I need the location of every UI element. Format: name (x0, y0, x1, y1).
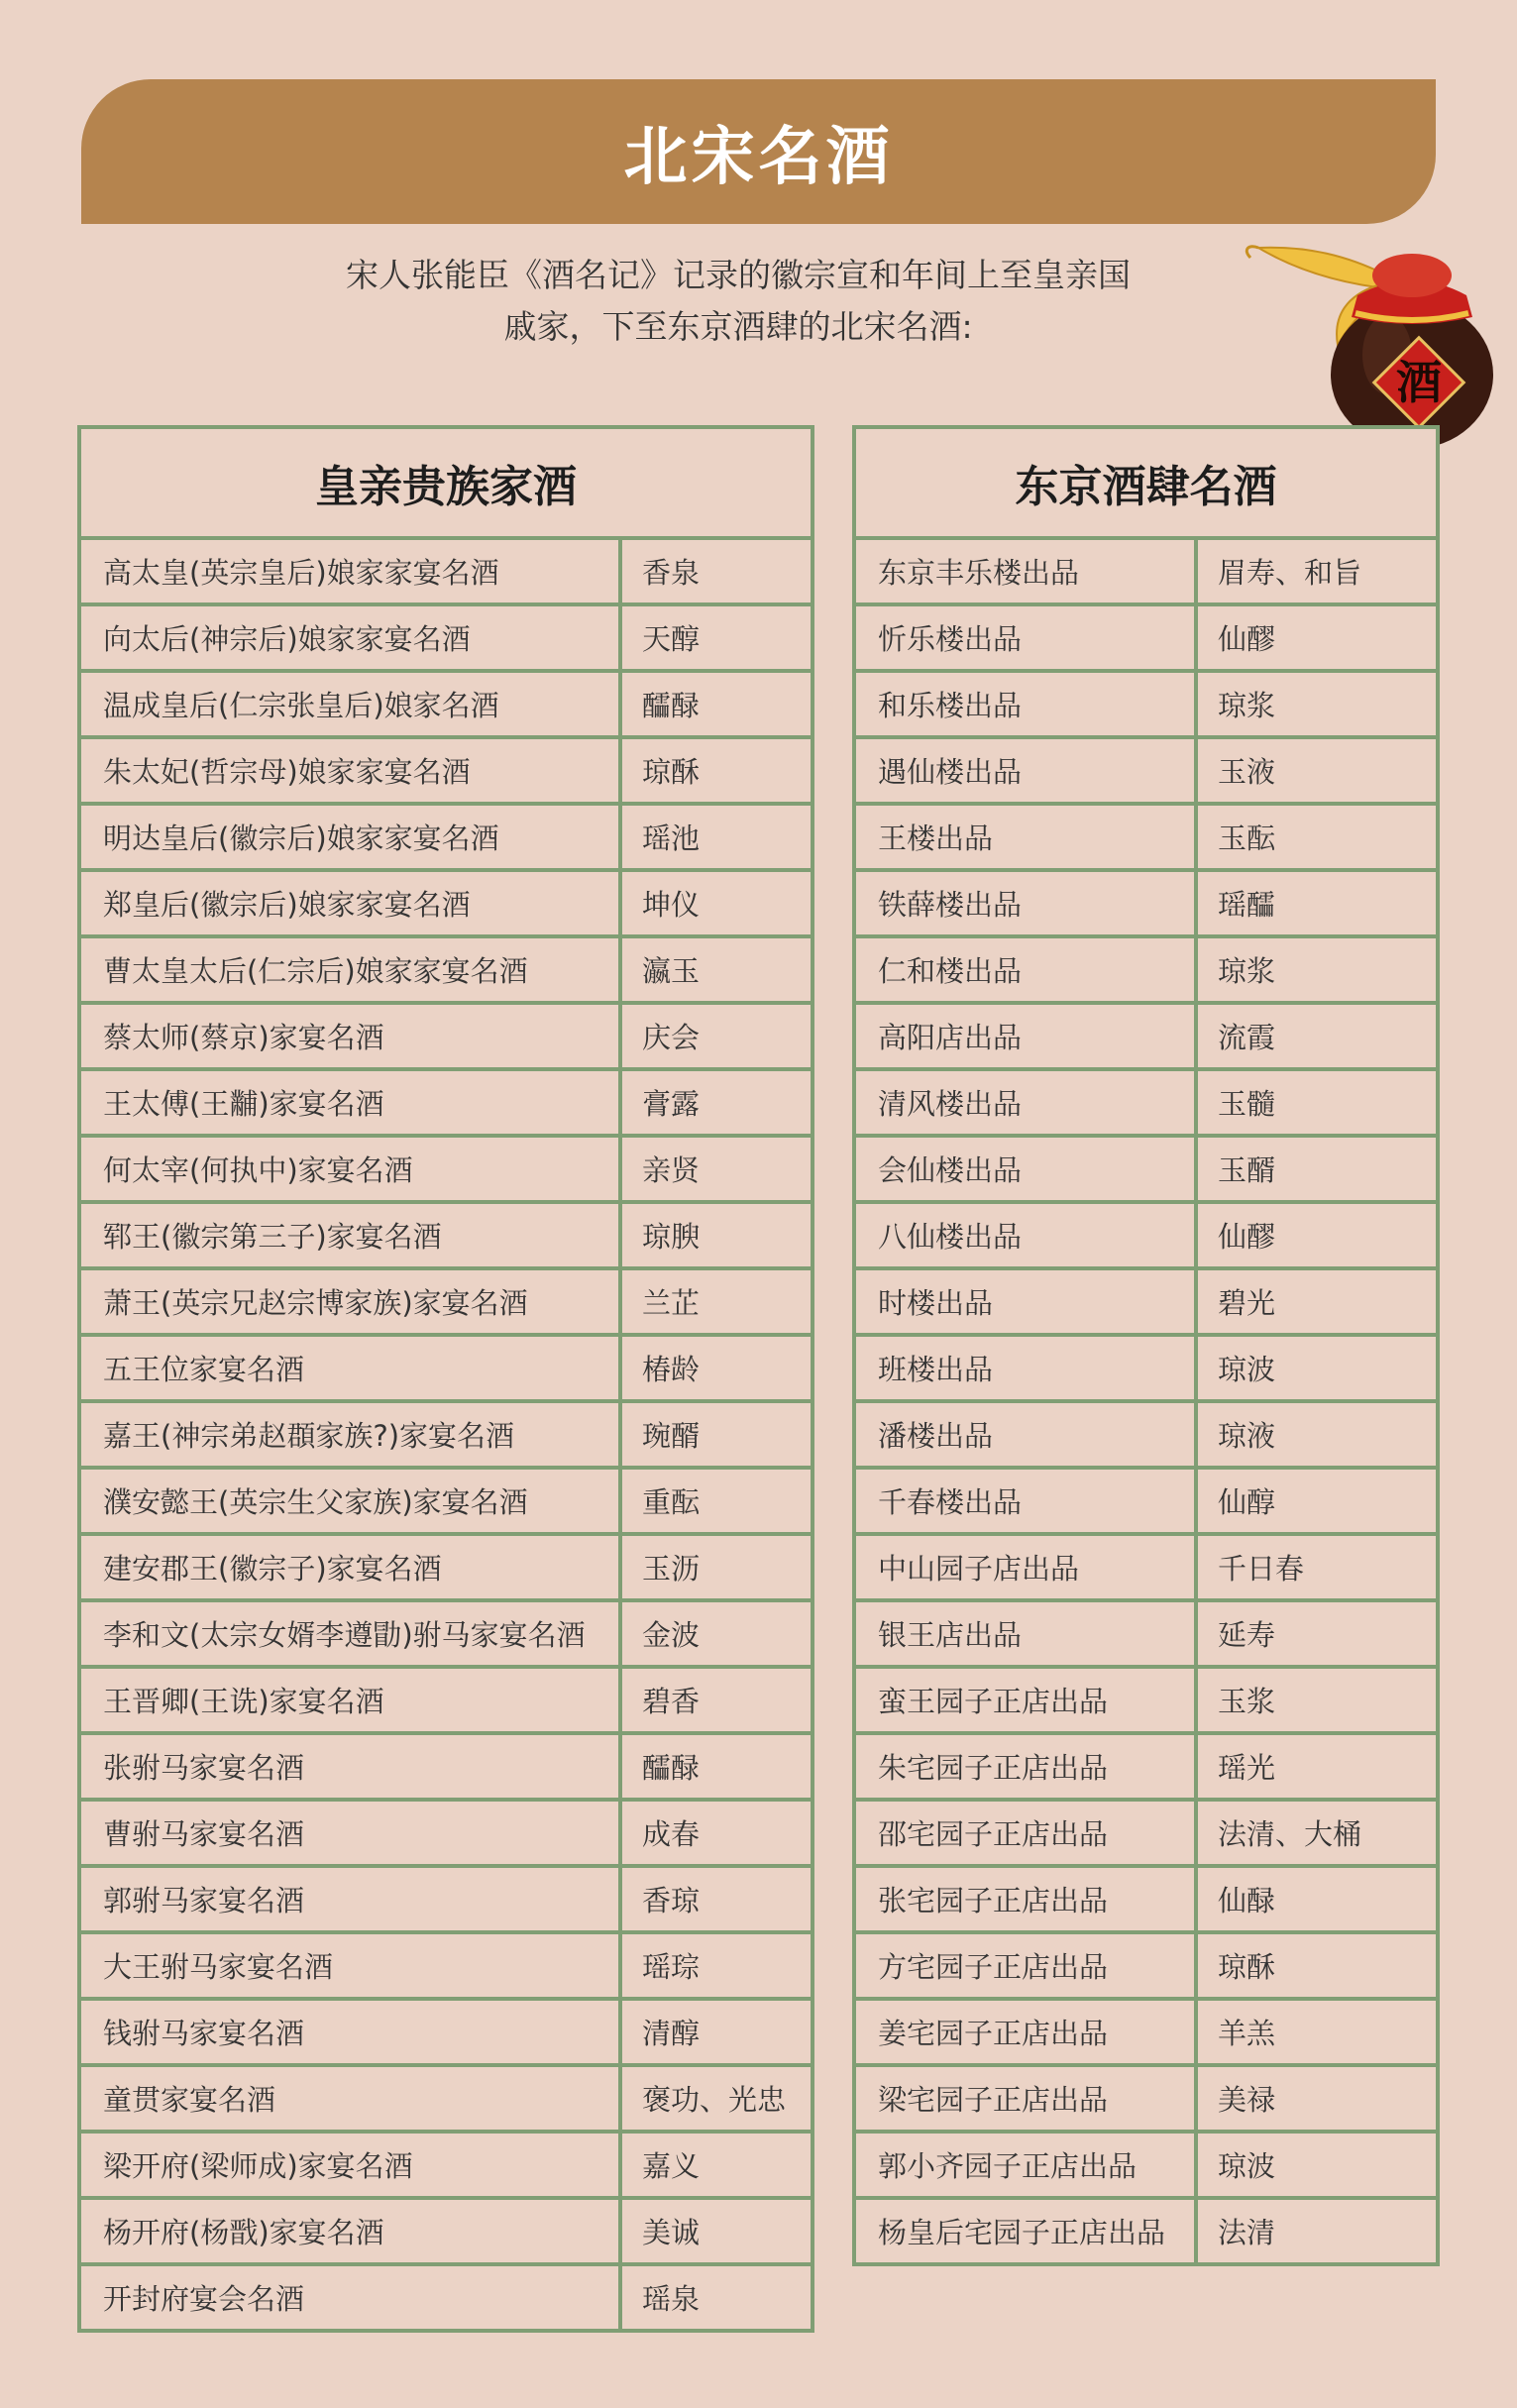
table-row (81, 1200, 811, 1266)
table-row (856, 802, 1436, 868)
table-row (81, 602, 811, 669)
wine-source-cell: 建安郡王(徽宗子)家宴名酒 (81, 1536, 622, 1598)
table-row (81, 1532, 811, 1598)
wine-source-cell: 温成皇后(仁宗张皇后)娘家名酒 (81, 673, 622, 735)
table-row (856, 1798, 1436, 1864)
wine-source-cell: 王太傅(王黼)家宴名酒 (81, 1071, 622, 1134)
wine-source-cell: 郭小齐园子正店出品 (856, 2134, 1198, 2196)
wine-source-cell: 萧王(英宗兄赵宗博家族)家宴名酒 (81, 1270, 622, 1333)
table-row (856, 2063, 1436, 2130)
wine-source-cell: 大王驸马家宴名酒 (81, 1934, 622, 1997)
wine-name-cell: 香泉 (642, 556, 701, 590)
wine-name-cell: 琼浆 (1218, 954, 1276, 988)
wine-name-cell: 瑶泉 (642, 2282, 701, 2316)
table-row (81, 1665, 811, 1731)
wine-source-cell: 蔡太师(蔡京)家宴名酒 (81, 1005, 622, 1067)
table-row (81, 1134, 811, 1200)
tavern-table-body (856, 540, 1436, 2262)
table-row (856, 1532, 1436, 1598)
wine-name-cell: 法清 (1218, 2216, 1276, 2249)
wine-source-cell: 郓王(徽宗第三子)家宴名酒 (81, 1204, 622, 1266)
wine-name-cell: 玉液 (1218, 755, 1276, 789)
wine-source-cell: 铁薛楼出品 (856, 872, 1198, 934)
wine-source-cell: 姜宅园子正店出品 (856, 2001, 1198, 2063)
wine-name-cell: 碧香 (642, 1685, 701, 1718)
wine-name-cell: 法清、大桶 (1218, 1817, 1362, 1851)
wine-name-cell: 仙醁 (1218, 1884, 1276, 1917)
wine-name-cell: 琼波 (1218, 2149, 1276, 2183)
table-row (856, 1001, 1436, 1067)
wine-name-cell: 香琼 (642, 1884, 701, 1917)
table-row (81, 2262, 811, 2329)
wine-name-cell: 金波 (642, 1618, 701, 1652)
wine-name-cell: 琼浆 (1218, 689, 1276, 722)
wine-source-cell: 朱太妃(哲宗母)娘家家宴名酒 (81, 739, 622, 802)
wine-name-cell: 仙醇 (1218, 1485, 1276, 1519)
wine-source-cell: 濮安懿王(英宗生父家族)家宴名酒 (81, 1470, 622, 1532)
wine-source-cell: 仁和楼出品 (856, 938, 1198, 1001)
wine-name-cell: 玉沥 (642, 1552, 701, 1586)
wine-source-cell: 何太宰(何执中)家宴名酒 (81, 1138, 622, 1200)
wine-name-cell: 羊羔 (1218, 2017, 1276, 2050)
wine-source-cell: 潘楼出品 (856, 1403, 1198, 1466)
intro-text (287, 250, 1189, 353)
wine-name-cell: 玉髓 (1218, 1087, 1276, 1121)
wine-name-cell: 膏露 (642, 1087, 701, 1121)
table-row (81, 1001, 811, 1067)
wine-name-cell: 美诚 (642, 2216, 701, 2249)
wine-source-cell: 时楼出品 (856, 1270, 1198, 1333)
table-row (856, 1930, 1436, 1997)
wine-name-cell: 重酝 (642, 1485, 701, 1519)
wine-source-cell: 邵宅园子正店出品 (856, 1802, 1198, 1864)
table-row (81, 934, 811, 1001)
wine-source-cell: 五王位家宴名酒 (81, 1337, 622, 1399)
title-banner (81, 79, 1436, 224)
wine-source-cell: 杨开府(杨戬)家宴名酒 (81, 2200, 622, 2262)
table-row (856, 2196, 1436, 2262)
wine-name-cell: 美禄 (1218, 2083, 1276, 2117)
wine-source-cell: 郭驸马家宴名酒 (81, 1868, 622, 1930)
wine-name-cell: 亲贤 (642, 1153, 701, 1187)
intro-line-1: 宋人张能臣《酒名记》记录的徽宗宣和年间上至皇亲国 (346, 256, 1131, 294)
wine-name-cell: 瑶光 (1218, 1751, 1276, 1785)
wine-source-cell: 王楼出品 (856, 806, 1198, 868)
wine-name-cell: 玉醑 (1218, 1153, 1276, 1187)
wine-source-cell: 班楼出品 (856, 1337, 1198, 1399)
wine-source-cell: 向太后(神宗后)娘家家宴名酒 (81, 606, 622, 669)
wine-name-cell: 天醇 (642, 622, 701, 656)
wine-name-cell: 兰芷 (642, 1286, 701, 1320)
table-row (81, 540, 811, 602)
royal-family-table-body (81, 540, 811, 2329)
table-row (81, 868, 811, 934)
wine-source-cell: 中山园子店出品 (856, 1536, 1198, 1598)
wine-name-cell: 瀛玉 (642, 954, 701, 988)
wine-jar-icon (1239, 236, 1506, 452)
intro-line-2: 戚家，下至东京酒肆的北宋名酒: (503, 307, 973, 346)
wine-source-cell: 梁开府(梁师成)家宴名酒 (81, 2134, 622, 2196)
wine-source-cell: 张驸马家宴名酒 (81, 1735, 622, 1798)
table-row (856, 540, 1436, 602)
wine-source-cell: 忻乐楼出品 (856, 606, 1198, 669)
wine-source-cell: 银王店出品 (856, 1602, 1198, 1665)
wine-source-cell: 嘉王(神宗弟赵頵家族?)家宴名酒 (81, 1403, 622, 1466)
page-title: 北宋名酒 (623, 121, 894, 194)
table-row (856, 934, 1436, 1001)
wine-source-cell: 童贯家宴名酒 (81, 2067, 622, 2130)
wine-name-cell: 琼腴 (642, 1220, 701, 1254)
wine-name-cell: 瑶池 (642, 821, 701, 855)
table-row (81, 1067, 811, 1134)
table-row (856, 1466, 1436, 1532)
wine-source-cell: 明达皇后(徽宗后)娘家家宴名酒 (81, 806, 622, 868)
wine-source-cell: 高太皇(英宗皇后)娘家家宴名酒 (81, 540, 622, 602)
wine-source-cell: 方宅园子正店出品 (856, 1934, 1198, 1997)
wine-name-cell: 眉寿、和旨 (1218, 556, 1362, 590)
table-row (856, 1731, 1436, 1798)
table-row (81, 1399, 811, 1466)
wine-name-cell: 瑶琮 (642, 1950, 701, 1984)
wine-source-cell: 清风楼出品 (856, 1071, 1198, 1134)
table-row (856, 1997, 1436, 2063)
wine-source-cell: 钱驸马家宴名酒 (81, 2001, 622, 2063)
wine-name-cell: 庆会 (642, 1021, 701, 1054)
table-row (81, 1333, 811, 1399)
wine-source-cell: 曹驸马家宴名酒 (81, 1802, 622, 1864)
wine-name-cell: 褒功、光忠 (642, 2083, 787, 2117)
wine-name-cell: 琼液 (1218, 1419, 1276, 1453)
wine-source-cell: 和乐楼出品 (856, 673, 1198, 735)
table-row (81, 1798, 811, 1864)
table-row (81, 1466, 811, 1532)
wine-source-cell: 高阳店出品 (856, 1005, 1198, 1067)
wine-name-cell: 玉浆 (1218, 1685, 1276, 1718)
wine-source-cell: 开封府宴会名酒 (81, 2266, 622, 2329)
wine-source-cell: 梁宅园子正店出品 (856, 2067, 1198, 2130)
wine-source-cell: 张宅园子正店出品 (856, 1868, 1198, 1930)
royal-family-table-title: 皇亲贵族家酒 (81, 429, 811, 540)
wine-source-cell: 杨皇后宅园子正店出品 (856, 2200, 1198, 2262)
table-row (856, 669, 1436, 735)
wine-name-cell: 椿龄 (642, 1353, 701, 1386)
table-row (81, 1930, 811, 1997)
wine-name-cell: 坤仪 (642, 888, 701, 922)
table-row (81, 2130, 811, 2196)
table-row (856, 1598, 1436, 1665)
tavern-table-title: 东京酒肆名酒 (856, 429, 1436, 540)
table-row (856, 735, 1436, 802)
table-row (856, 1067, 1436, 1134)
wine-name-cell: 延寿 (1218, 1618, 1276, 1652)
table-row (81, 1266, 811, 1333)
wine-name-cell: 醽醁 (642, 689, 701, 722)
table-row (81, 802, 811, 868)
table-row (81, 1731, 811, 1798)
wine-source-cell: 朱宅园子正店出品 (856, 1735, 1198, 1798)
wine-name-cell: 清醇 (642, 2017, 701, 2050)
wine-source-cell: 千春楼出品 (856, 1470, 1198, 1532)
wine-name-cell: 琬醑 (642, 1419, 701, 1453)
wine-name-cell: 流霞 (1218, 1021, 1276, 1054)
table-row (856, 2130, 1436, 2196)
table-row (856, 868, 1436, 934)
table-row (81, 735, 811, 802)
wine-name-cell: 瑶醽 (1218, 888, 1276, 922)
wine-name-cell: 玉酝 (1218, 821, 1276, 855)
wine-name-cell: 仙醪 (1218, 622, 1276, 656)
table-row (81, 1598, 811, 1665)
wine-source-cell: 曹太皇太后(仁宗后)娘家家宴名酒 (81, 938, 622, 1001)
wine-source-cell: 王晋卿(王诜)家宴名酒 (81, 1669, 622, 1731)
table-row (856, 1864, 1436, 1930)
wine-source-cell: 李和文(太宗女婿李遵勖)驸马家宴名酒 (81, 1602, 622, 1665)
royal-family-wine-table (77, 425, 814, 2333)
wine-source-cell: 八仙楼出品 (856, 1204, 1198, 1266)
wine-source-cell: 会仙楼出品 (856, 1138, 1198, 1200)
table-row (856, 1665, 1436, 1731)
wine-name-cell: 嘉义 (642, 2149, 701, 2183)
table-row (81, 669, 811, 735)
wine-name-cell: 琼酥 (642, 755, 701, 789)
wine-source-cell: 郑皇后(徽宗后)娘家家宴名酒 (81, 872, 622, 934)
wine-name-cell: 成春 (642, 1817, 701, 1851)
wine-source-cell: 遇仙楼出品 (856, 739, 1198, 802)
wine-name-cell: 仙醪 (1218, 1220, 1276, 1254)
wine-source-cell: 蛮王园子正店出品 (856, 1669, 1198, 1731)
table-row (81, 2063, 811, 2130)
wine-name-cell: 琼波 (1218, 1353, 1276, 1386)
wine-name-cell: 醽醁 (642, 1751, 701, 1785)
wine-source-cell: 东京丰乐楼出品 (856, 540, 1198, 602)
table-row (856, 1333, 1436, 1399)
jar-label: 酒 (1396, 356, 1442, 409)
tavern-wine-table (852, 425, 1440, 2266)
table-row (81, 1864, 811, 1930)
table-row (81, 2196, 811, 2262)
table-row (856, 1200, 1436, 1266)
table-row (856, 1266, 1436, 1333)
table-row (81, 1997, 811, 2063)
wine-name-cell: 琼酥 (1218, 1950, 1276, 1984)
table-row (856, 1134, 1436, 1200)
wine-name-cell: 碧光 (1218, 1286, 1276, 1320)
table-row (856, 602, 1436, 669)
wine-name-cell: 千日春 (1218, 1552, 1305, 1586)
table-row (856, 1399, 1436, 1466)
